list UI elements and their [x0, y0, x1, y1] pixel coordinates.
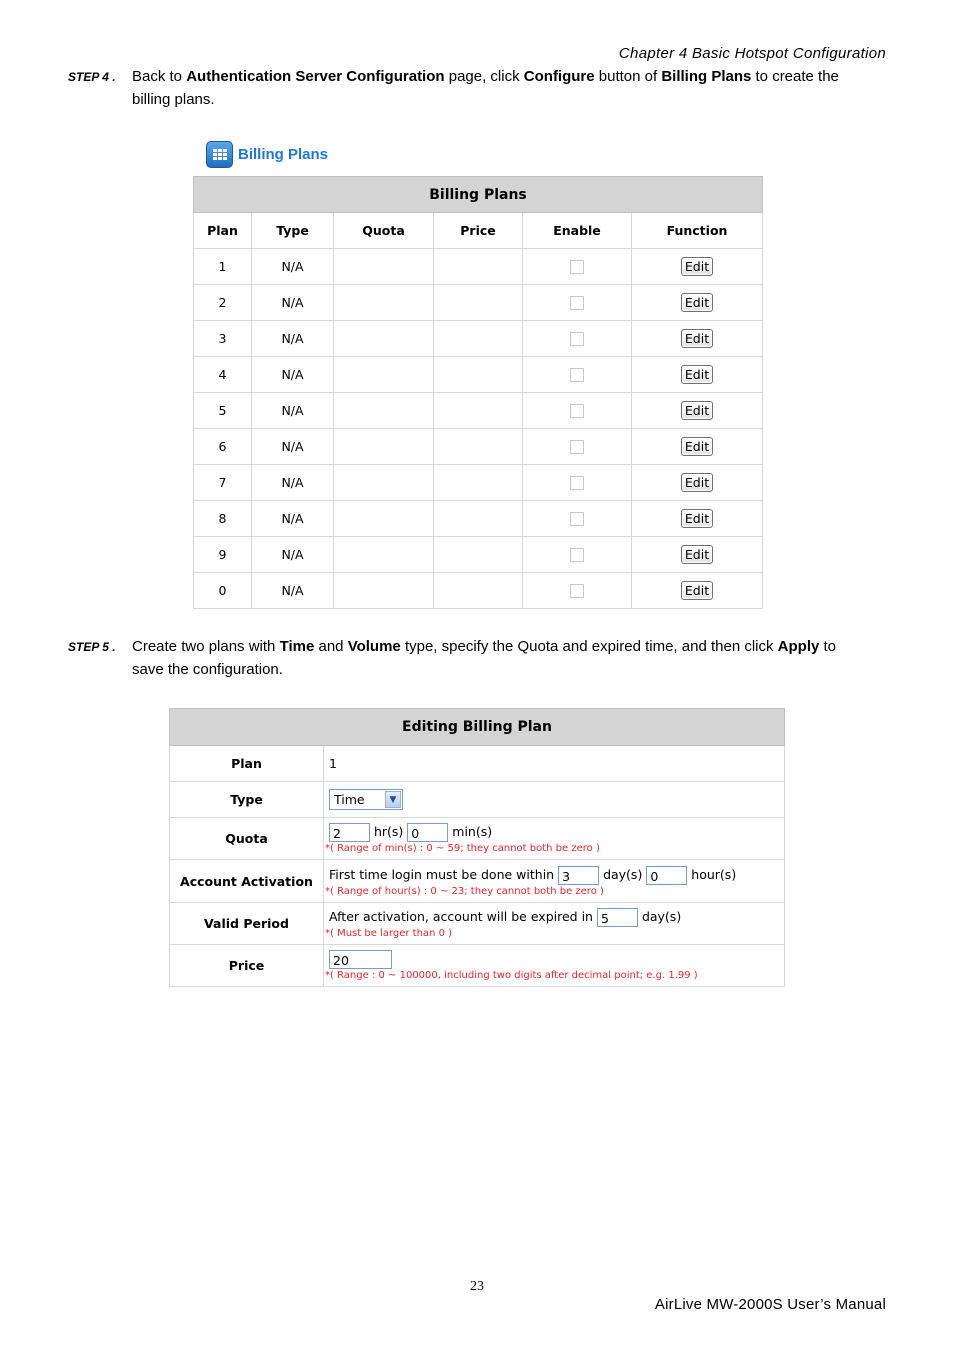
enable-cell [523, 357, 632, 393]
column-header-function: Function [632, 213, 763, 249]
enable-cell [523, 537, 632, 573]
billing-plans-table [193, 176, 763, 609]
table-row [194, 357, 763, 393]
edit-button[interactable]: Edit [681, 257, 713, 276]
chapter-header: Chapter 4 Basic Hotspot Configuration [618, 45, 886, 62]
edit-button[interactable]: Edit [681, 581, 713, 600]
edit-button[interactable]: Edit [681, 365, 713, 384]
price-hint: *( Range : 0 ~ 100000, including two digits after decimal point; e.g. 1.99 ) [325, 970, 698, 981]
table-row [194, 285, 763, 321]
enable-cell [523, 429, 632, 465]
function-cell [632, 249, 763, 285]
activation-days-input[interactable]: 3 [558, 866, 599, 885]
quota-cell [334, 573, 434, 609]
type-cell [324, 782, 785, 818]
plan-label: Plan [170, 746, 324, 782]
plan-cell: 2 [194, 285, 252, 321]
quota-cell [334, 321, 434, 357]
quota-label: Quota [170, 818, 324, 860]
table-row [194, 501, 763, 537]
valid-days-input[interactable]: 5 [597, 908, 638, 927]
step-4-text-1: Back to [132, 68, 187, 85]
account-activation-row [170, 860, 785, 903]
table-row [194, 573, 763, 609]
edit-button[interactable]: Edit [681, 473, 713, 492]
type-cell: N/A [252, 501, 334, 537]
function-cell [632, 357, 763, 393]
type-cell: N/A [252, 285, 334, 321]
step-4-bold-1: Authentication Server Configuration [186, 68, 445, 85]
quota-hours-input[interactable]: 2 [329, 823, 370, 842]
step-5-label: STEP 5 . [68, 640, 116, 654]
valid-days-unit: day(s) [641, 909, 682, 924]
enable-cell [523, 285, 632, 321]
function-cell [632, 321, 763, 357]
step-4-text [132, 65, 892, 111]
valid-period-row [170, 903, 785, 945]
column-header-quota: Quota [334, 213, 434, 249]
table-row [194, 249, 763, 285]
step-5-text-2: and [314, 638, 348, 655]
price-cell [324, 945, 785, 987]
editing-billing-plan-table [169, 708, 785, 987]
enable-checkbox[interactable] [570, 512, 584, 526]
enable-checkbox[interactable] [570, 548, 584, 562]
quota-cell [324, 818, 785, 860]
activation-hint: *( Range of hour(s) : 0 ~ 23; they cannot both be zero ) [325, 885, 604, 897]
activation-hours-unit: hour(s) [691, 866, 737, 882]
quota-cell [334, 357, 434, 393]
column-header-plan: Plan [194, 213, 252, 249]
billing-grid-icon [206, 141, 233, 168]
activation-days-unit: day(s) [603, 866, 643, 882]
table-row [194, 465, 763, 501]
type-row [170, 782, 785, 818]
type-cell: N/A [252, 393, 334, 429]
price-cell [434, 537, 523, 573]
step-4-label: STEP 4 . [68, 70, 116, 84]
table-row [194, 321, 763, 357]
quota-mins-unit: min(s) [452, 824, 493, 839]
billing-plans-heading [206, 141, 328, 168]
step-5-bold-3: Apply [777, 638, 820, 655]
enable-checkbox[interactable] [570, 296, 584, 310]
step-5-text-4: to [819, 638, 837, 655]
column-header-enable: Enable [523, 213, 632, 249]
step-5-bold-1: Time [279, 638, 315, 655]
price-cell [434, 321, 523, 357]
quota-cell [334, 537, 434, 573]
table-row [194, 393, 763, 429]
step-5-text-3: type, specify the Quota and expired time, and then click [400, 638, 778, 655]
enable-checkbox[interactable] [570, 332, 584, 346]
step-5-line-2: save the configuration. [132, 661, 283, 678]
table-header-row [194, 213, 763, 249]
price-input[interactable]: 20 [329, 950, 392, 969]
edit-button[interactable]: Edit [681, 437, 713, 456]
enable-cell [523, 465, 632, 501]
activation-hours-input[interactable]: 0 [646, 866, 687, 885]
edit-button[interactable]: Edit [681, 401, 713, 420]
chevron-down-icon[interactable]: ▼ [385, 791, 401, 808]
plan-cell: 0 [194, 573, 252, 609]
type-cell: N/A [252, 249, 334, 285]
enable-cell [523, 393, 632, 429]
function-cell [632, 285, 763, 321]
function-cell [632, 429, 763, 465]
plan-cell: 8 [194, 501, 252, 537]
plan-cell: 9 [194, 537, 252, 573]
page-number: 23 [470, 1279, 484, 1294]
valid-period-text: After activation, account will be expired in [329, 909, 593, 924]
step-4-text-2: page, click [444, 68, 524, 85]
enable-checkbox[interactable] [570, 584, 584, 598]
price-cell [434, 501, 523, 537]
valid-period-hint: *( Must be larger than 0 ) [325, 928, 453, 939]
plan-cell: 5 [194, 393, 252, 429]
step-4-line-2: billing plans. [132, 91, 215, 108]
enable-cell [523, 573, 632, 609]
step-4-text-3: button of [594, 68, 662, 85]
step-5-text [132, 635, 892, 681]
enable-checkbox[interactable] [570, 440, 584, 454]
price-cell [434, 393, 523, 429]
enable-cell [523, 249, 632, 285]
quota-cell [334, 393, 434, 429]
step-5-bold-2: Volume [347, 638, 401, 655]
edit-button[interactable]: Edit [681, 329, 713, 348]
price-row [170, 945, 785, 987]
price-cell [434, 249, 523, 285]
price-cell [434, 285, 523, 321]
plan-cell: 7 [194, 465, 252, 501]
activation-text: First time login must be done within [329, 866, 555, 882]
table-row [194, 537, 763, 573]
quota-cell [334, 249, 434, 285]
quota-mins-input[interactable]: 0 [407, 823, 448, 842]
step-4-bold-2: Configure [523, 68, 595, 85]
quota-cell [334, 465, 434, 501]
editing-billing-plan-caption: Editing Billing Plan [170, 709, 785, 746]
step-5-text-1: Create two plans with [132, 638, 280, 655]
function-cell [632, 501, 763, 537]
function-cell [632, 393, 763, 429]
enable-checkbox[interactable] [570, 368, 584, 382]
quota-hint: *( Range of min(s) : 0 ~ 59; they cannot both be zero ) [325, 843, 600, 854]
function-cell [632, 573, 763, 609]
quota-hours-unit: hr(s) [373, 824, 404, 839]
type-cell: N/A [252, 429, 334, 465]
enable-checkbox[interactable] [570, 404, 584, 418]
price-cell [434, 573, 523, 609]
account-activation-cell [324, 860, 785, 903]
billing-plans-title: Billing Plans [238, 146, 329, 163]
quota-row [170, 818, 785, 860]
price-label: Price [170, 945, 324, 987]
plan-row [170, 746, 785, 782]
column-header-type: Type [252, 213, 334, 249]
step-4-bold-3: Billing Plans [661, 68, 752, 85]
price-cell [434, 429, 523, 465]
plan-cell: 1 [194, 249, 252, 285]
valid-period-label: Valid Period [170, 903, 324, 945]
price-cell [434, 465, 523, 501]
edit-button[interactable]: Edit [681, 293, 713, 312]
type-cell: N/A [252, 321, 334, 357]
type-select[interactable] [329, 789, 403, 810]
plan-cell: 3 [194, 321, 252, 357]
edit-button[interactable]: Edit [681, 545, 713, 564]
function-cell [632, 537, 763, 573]
step-4-text-4: to create the [751, 68, 839, 85]
table-row [194, 429, 763, 465]
function-cell [632, 465, 763, 501]
enable-checkbox[interactable] [570, 476, 584, 490]
type-cell: N/A [252, 537, 334, 573]
type-cell: N/A [252, 573, 334, 609]
enable-checkbox[interactable] [570, 260, 584, 274]
quota-cell [334, 429, 434, 465]
quota-cell [334, 285, 434, 321]
column-header-price: Price [434, 213, 523, 249]
type-cell: N/A [252, 357, 334, 393]
type-label: Type [170, 782, 324, 818]
type-select-value: Time [334, 792, 365, 807]
plan-value: 1 [324, 746, 785, 782]
plan-cell: 4 [194, 357, 252, 393]
account-activation-label: Account Activation [170, 860, 324, 903]
quota-cell [334, 501, 434, 537]
manual-footer: AirLive MW-2000S User’s Manual [654, 1296, 886, 1313]
enable-cell [523, 321, 632, 357]
enable-cell [523, 501, 632, 537]
billing-plans-table-caption: Billing Plans [194, 177, 763, 213]
plan-cell: 6 [194, 429, 252, 465]
type-cell: N/A [252, 465, 334, 501]
edit-button[interactable]: Edit [681, 509, 713, 528]
valid-period-cell [324, 903, 785, 945]
price-cell [434, 357, 523, 393]
